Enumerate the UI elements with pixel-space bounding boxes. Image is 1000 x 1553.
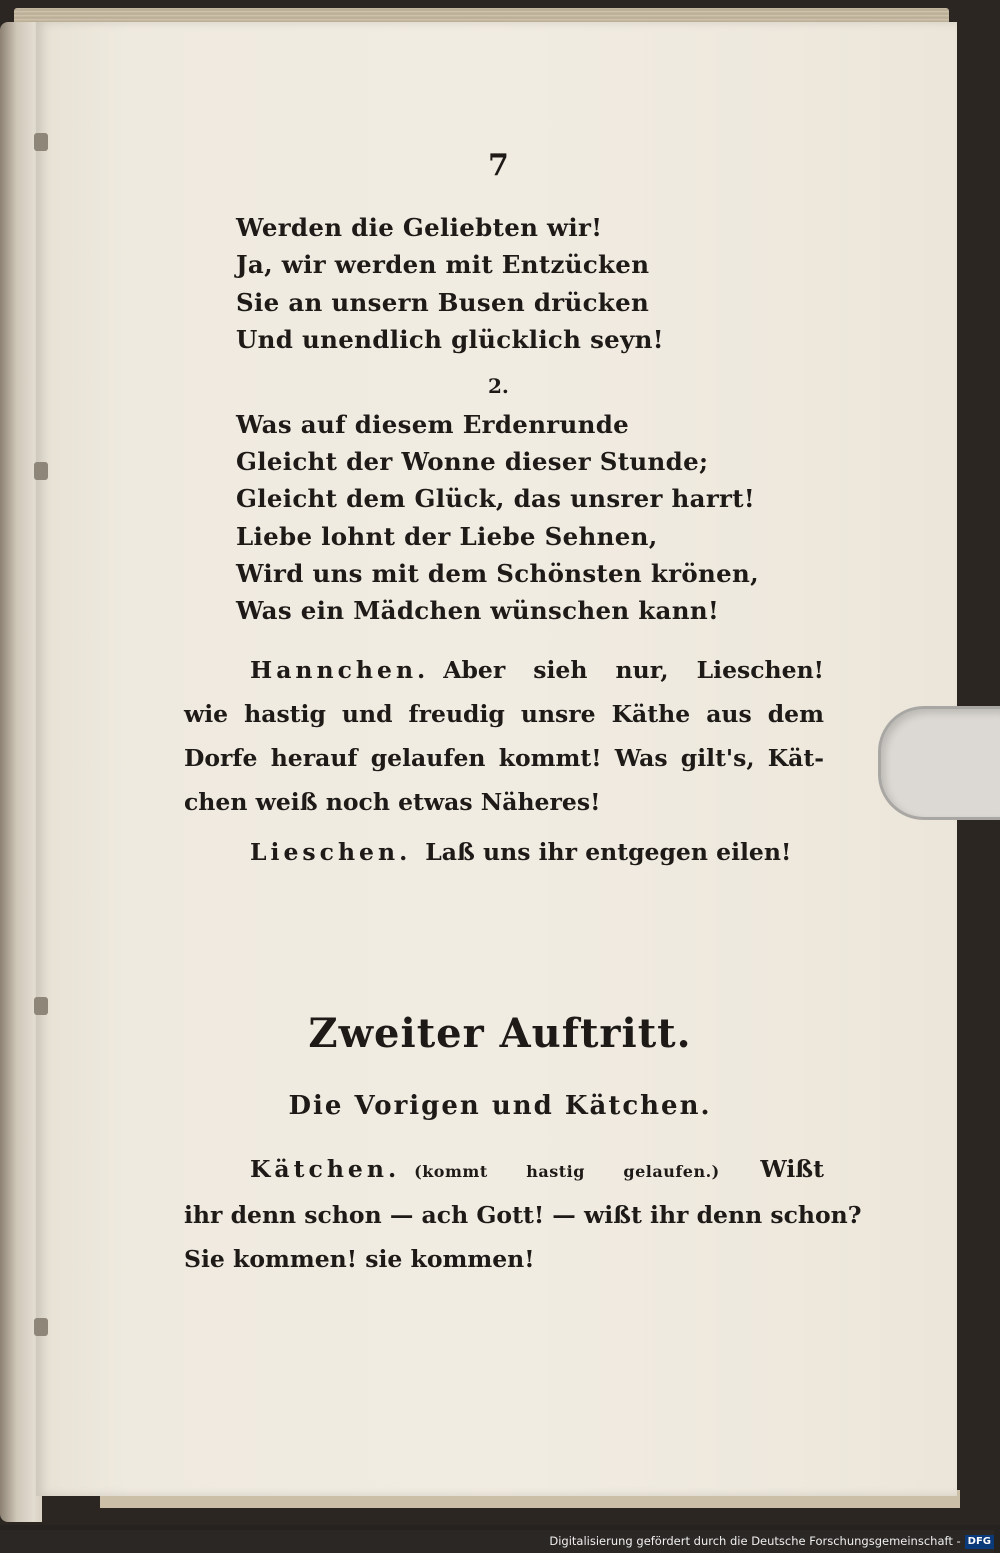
dialogue-line: wie hastig und freudig unsre Käthe aus dem: [184, 700, 824, 728]
dialogue-line: [250, 838, 824, 866]
page-tab-marker: [878, 706, 1000, 820]
verse-line: Sie an unsern Busen drücken: [236, 288, 650, 317]
verse-line: Wird uns mit dem Schönsten krönen,: [236, 559, 759, 588]
verse-line: Was auf diesem Erdenrunde: [236, 410, 630, 439]
verse-line: Was ein Mädchen wünschen kann!: [236, 596, 720, 625]
speaker-name: Hannchen.: [250, 656, 430, 684]
dialogue-line: [250, 656, 824, 684]
binding-stitch: [34, 1318, 48, 1336]
binding-stitch: [34, 462, 48, 480]
speaker-name: Lieschen.: [250, 838, 412, 866]
dialogue-text: Wißt: [760, 1155, 824, 1183]
dialogue-line: Sie kommen! sie kommen!: [184, 1245, 535, 1273]
binding-stitch: [34, 133, 48, 151]
footer-text: Digitalisierung gefördert durch die Deutsche Forschungsgemeinschaft -: [549, 1534, 961, 1548]
verse-line: Liebe lohnt der Liebe Sehnen,: [236, 522, 658, 551]
dialogue-line: [250, 1155, 824, 1183]
verse-line: Gleicht dem Glück, das unsrer harrt!: [236, 484, 755, 513]
scene-heading: Zweiter Auftritt.: [308, 1010, 692, 1057]
verse-line: Gleicht der Wonne dieser Stunde;: [236, 447, 709, 476]
page-number: 7: [488, 148, 509, 183]
dialogue-line: Dorfe herauf gelaufen kommt! Was gilt's, Kät-: [184, 744, 824, 772]
scene-persons: Die Vorigen und Kätchen.: [288, 1091, 712, 1121]
digitization-footer: [0, 1530, 994, 1553]
stage-direction: (kommt hastig gelaufen.): [414, 1162, 720, 1181]
speaker-name: Kätchen.: [250, 1155, 401, 1183]
dfg-logo: DFG: [965, 1535, 994, 1549]
verse-line: Und unendlich glücklich seyn!: [236, 325, 664, 354]
dialogue-text: Aber sieh nur, Lieschen!: [443, 656, 824, 684]
dialogue-line: ihr denn schon — ach Gott! — wißt ihr denn schon?: [184, 1201, 862, 1229]
dialogue-text: Laß uns ihr entgegen eilen!: [425, 838, 792, 866]
verse-line: Werden die Geliebten wir!: [236, 213, 603, 242]
dialogue-line: chen weiß noch etwas Näheres!: [184, 788, 601, 816]
verse-line: Ja, wir werden mit Entzücken: [236, 250, 650, 279]
stanza-number: 2.: [488, 374, 509, 398]
